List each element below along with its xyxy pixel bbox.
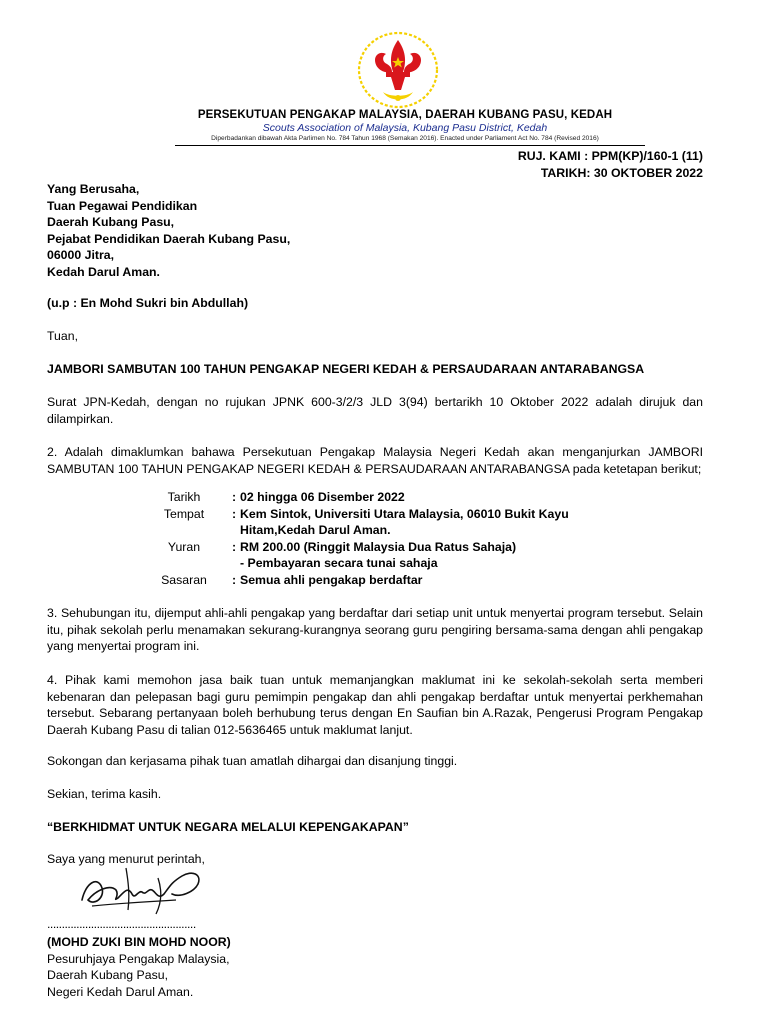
recipient-line: 06000 Jitra, [47,248,115,262]
attention-line: (u.p : En Mohd Sukri bin Abdullah) [47,296,249,310]
recipient-line: Pejabat Pendidikan Daerah Kubang Pasu, [47,231,291,246]
detail-colon-empty [228,522,240,539]
closing-line: Saya yang menurut perintah, [47,852,205,866]
signatory-title: Daerah Kubang Pasu, [47,968,169,982]
detail-colon: : [231,572,237,587]
recipient-line: Kedah Darul Aman. [47,264,160,279]
signatory-title: Negeri Kedah Darul Aman. [47,984,194,999]
detail-row-date [140,489,620,506]
recipient-line: Daerah Kubang Pasu, [47,215,175,229]
paragraph-1: Surat JPN-Kedah, dengan no rujukan JPNK 600-3/2/3 JLD 3(94) bertarikh 10 Oktober 2022 adalah dirujuk dan dilampirkan. [47,395,703,426]
organization-name-english: Scouts Association of Malaysia, Kubang Pasu District, Kedah [262,122,548,134]
paragraph-6: Sekian, terima kasih. [47,787,162,801]
reference-block [518,148,703,182]
detail-label: Sasaran [161,572,207,587]
paragraph-2: 2. Adalah dimaklumkan bahawa Persekutuan Pengakap Malaysia Negeri Kedah akan menganjurkan JAMBORI SAMBUTAN 100 TAHUN PENGAKAP NEGERI KEDAH & PERSAUDARAAN ANTARABANGSA pada ketetapan berikut; [47,445,703,476]
detail-row-venue-cont [140,522,620,539]
salutation: Tuan, [47,329,78,343]
detail-label: Tempat [163,506,205,521]
detail-row-fee-cont [140,555,620,572]
paragraph-4: 4. Pihak kami memohon jasa baik tuan untuk memanjangkan maklumat ini ke sekolah-sekolah serta memberi kebenaran dan pelepasan bagi guru pemimpin pengakap dan ahli pengakap berdaftar untuk menyertai perkhemahan tersebut. Sebarang pertanyaan boleh berhubung terus dengan En Saufian bin A.Razak, Pengerusi Program Pengakap Daerah Kubang Pasu di talian 012-5636465 untuk maklumat lanjut. [47,673,703,737]
letter-subject: JAMBORI SAMBUTAN 100 TAHUN PENGAKAP NEGERI KEDAH & PERSAUDARAAN ANTARABANGSA [47,362,645,376]
paragraph-3: 3. Sehubungan itu, dijemput ahli-ahli pengakap yang berdaftar dari setiap unit untuk menyertai program tersebut. Selain itu, pihak sekolah perlu menamakan sekurang-kurangnya seorang guru pengiring bersama-sama dengan ahli pengakap yang menyertai program ini. [47,606,703,653]
detail-row-target [140,572,620,589]
recipient-line: Yang Berusaha, [47,182,140,196]
recipient-address [47,181,703,280]
recipient-line: Tuan Pegawai Pendidikan [47,198,198,213]
paragraph-5: Sokongan dan kerjasama pihak tuan amatlah dihargai dan disanjung tinggi. [47,754,458,768]
reference-number: RUJ. KAMI : PPM(KP)/160-1 (11) [517,149,703,163]
signatory-block [47,934,703,1000]
organization-name: PERSEKUTUAN PENGAKAP MALAYSIA, DAERAH KUBANG PASU, KEDAH [197,109,613,121]
detail-value: Semua ahli pengakap berdaftar [240,572,423,587]
letterhead-divider [175,145,645,146]
event-details [140,489,620,588]
letter-date: TARIKH: 30 OKTOBER 2022 [540,166,703,180]
detail-value: - Pembayaran secara tunai sahaja [240,556,438,570]
signatory-name: (MOHD ZUKI BIN MOHD NOOR) [47,935,231,949]
signature-line: ................................................... [47,917,196,931]
detail-value: RM 200.00 (Ringgit Malaysia Dua Ratus Sahaja) [240,539,517,554]
signatory-title: Pesuruhjaya Pengakap Malaysia, [47,951,230,966]
scout-emblem-logo [355,30,441,112]
detail-colon: : [231,539,237,554]
detail-label-empty [140,555,228,572]
detail-value: Hitam,Kedah Darul Aman. [240,523,391,537]
detail-row-fee [140,539,620,556]
detail-colon: : [231,506,237,521]
detail-colon-empty [228,555,240,572]
detail-value: Kem Sintok, Universiti Utara Malaysia, 06010 Bukit Kayu [240,506,569,521]
detail-value: 02 hingga 06 Disember 2022 [240,490,405,504]
incorporation-note: Diperbadankan dibawah Akta Parlimen No. 784 Tahun 1968 (Semakan 2016). Enacted under Parliament Act No. 784 (Revised 2016) [211,135,599,142]
motto: “BERKHIDMAT UNTUK NEGARA MELALUI KEPENGAKAPAN” [47,820,409,834]
detail-label: Tarikh [167,490,201,504]
detail-label: Yuran [167,539,201,554]
detail-label-empty [140,522,228,539]
detail-row-venue [140,506,620,523]
detail-colon: : [231,490,237,504]
handwritten-signature [72,860,212,918]
